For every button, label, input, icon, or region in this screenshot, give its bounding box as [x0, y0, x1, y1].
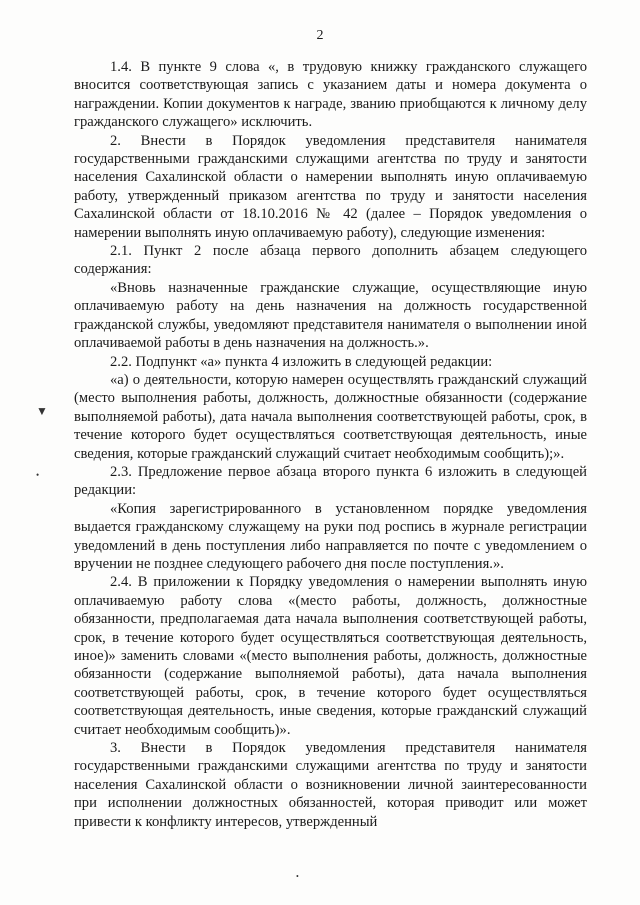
- paragraph-2-3: 2.3. Предложение первое абзаца второго пункта 6 изложить в следующей редакции:: [74, 463, 587, 499]
- page-number: 2: [316, 28, 324, 43]
- quote-2-3: «Копия зарегистрированного в установленном порядке уведомления выдается гражданскому служащему на руки под роспись в журнале регистрации уведомлений в день поступления либо направляется по почте с уведомлением о вручении не позднее следующего рабочего дня после поступления.».: [74, 500, 587, 572]
- scan-speck-mark: ▼: [36, 404, 48, 418]
- quote-2-1: «Вновь назначенные гражданские служащие, осуществляющие иную оплачиваемую работу на день назначения на должность государственной гражданской службы, уведомляют представителя нанимателя о выполнении иной оплачиваемой работы в день назначения на должность.».: [74, 279, 587, 352]
- paragraph-2: 2. Внести в Порядок уведомления представителя нанимателя государственными гражданскими служащими агентства по труду и занятости населения Сахалинской области о намерении выполнять иную оплачиваемую работу, утвержденный приказом агентства по труду и занятости населения Сахалинской области от 18.10.2016 № 42 (далее – Порядок уведомления о намерении выполнять иную оплачиваемую работу), следующие изменения:: [74, 132, 587, 241]
- quote-2-2: «а) о деятельности, которую намерен осуществлять гражданский служащий (место выполнения работы, должность, должностные обязанности (содержание выполняемой работы), дата начала выполнения соответствующей работы, срок, в течение которого будет осуществляться соответствующая деятельность, иные сведения, которые гражданский служащий считает необходимым сообщить);».: [74, 371, 587, 462]
- paragraph-2-1: 2.1. Пункт 2 после абзаца первого дополнить абзацем следующего содержания:: [74, 243, 587, 278]
- document-body: [74, 58, 587, 831]
- paragraph-2-2: 2.2. Подпункт «а» пункта 4 изложить в следующей редакции:: [110, 353, 493, 370]
- scan-speck-mark: •: [296, 872, 299, 881]
- scan-speck-mark: •: [36, 470, 40, 480]
- paragraph-3: 3. Внести в Порядок уведомления представителя нанимателя государственными гражданскими служащими агентства по труду и занятости населения Сахалинской области о возникновении личной заинтересованности при исполнении должностных обязанностей, которая приводит или может привести к конфликту интересов, утвержденный: [74, 740, 587, 830]
- paragraph-1-4: 1.4. В пункте 9 слова «, в трудовую книжку гражданского служащего вносится соответствующая запись с указанием даты и номера документа о награждении. Копии документов к награде, званию приобщаются к личному делу гражданского служащего» исключить.: [74, 59, 587, 131]
- paragraph-2-4: 2.4. В приложении к Порядку уведомления о намерении выполнять иную оплачиваемую работу слова «(место работы, должность, должностные обязанности, предполагаемая дата начала выполнения соответствующей работы, срок, в течение которого будет осуществляться соответствующая деятельность, иное)» заменить словами «(место выполнения работы, должность, должностные обязанности (содержание выполняемой работы), дата начала выполнения соответствующей работы, срок, в течение которого будет осуществляться соответствующая деятельность, иные сведения, которые гражданский служащий считает необходимым сообщить)».: [74, 574, 587, 738]
